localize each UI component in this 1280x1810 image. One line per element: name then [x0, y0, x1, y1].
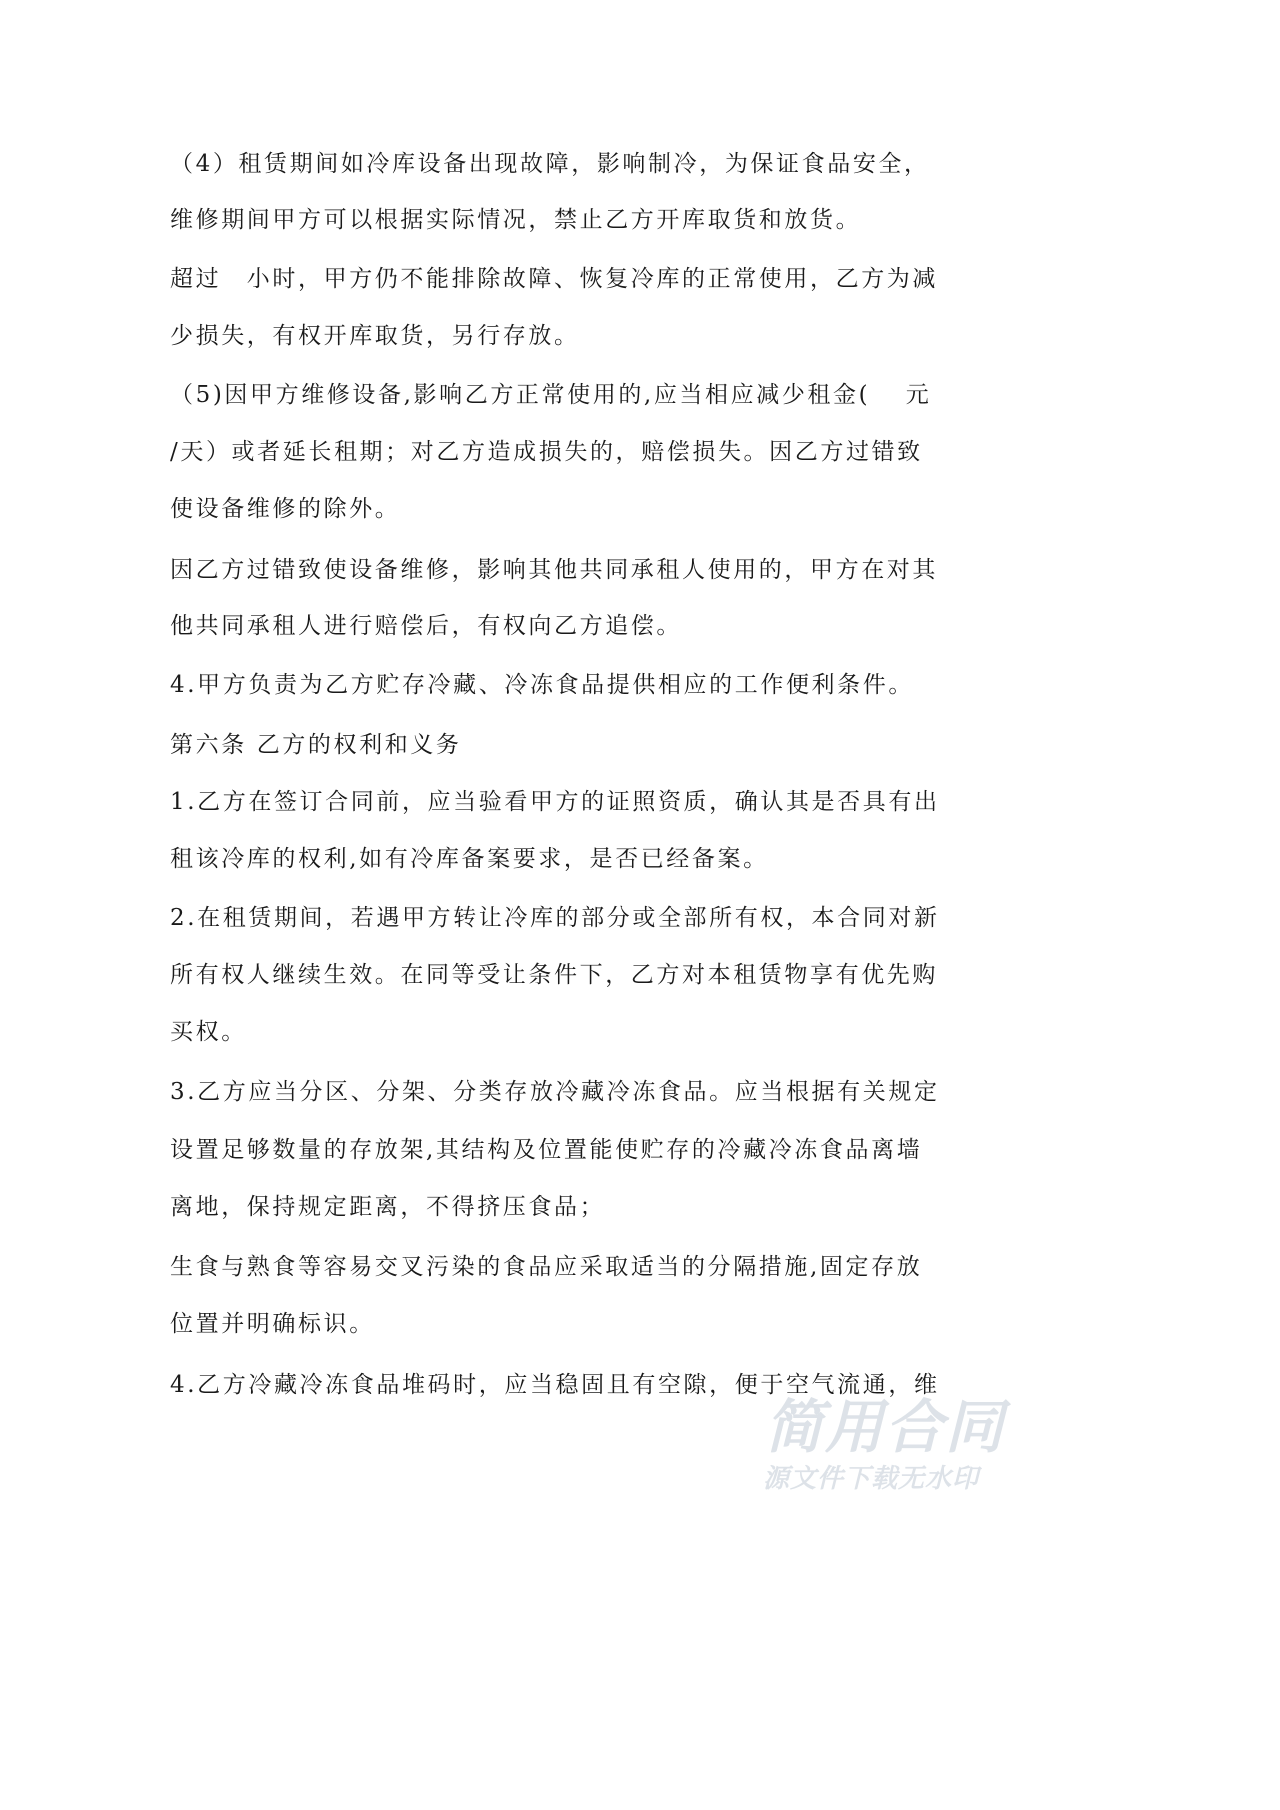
text-line: 使设备维修的除外。: [170, 496, 401, 522]
text-line: 因乙方过错致使设备维修，影响其他共同承租人使用的，甲方在对其: [170, 557, 938, 583]
text-line: 超过 小时，甲方仍不能排除故障、恢复冷库的正常使用，乙方为减: [170, 266, 938, 292]
watermark-title: 简用合同: [765, 1393, 1006, 1461]
watermark-subtitle: 源文件下载无水印: [763, 1464, 980, 1494]
text-line: 设置足够数量的存放架,其结构及位置能使贮存的冷藏冷冻食品离墙: [170, 1137, 923, 1163]
text-line: （5)因甲方维修设备,影响乙方正常使用的,应当相应减少租金( 元: [170, 382, 932, 408]
text-line: 租该冷库的权利,如有冷库备案要求，是否已经备案。: [170, 846, 769, 872]
text-line: 他共同承租人进行赔偿后，有权向乙方追偿。: [170, 613, 682, 639]
text-line: 少损失，有权开库取货，另行存放。: [170, 323, 580, 349]
text-line: /天）或者延长租期；对乙方造成损失的，赔偿损失。因乙方过错致: [170, 439, 923, 465]
text-line: 4.甲方负责为乙方贮存冷藏、冷冻食品提供相应的工作便利条件。: [170, 672, 914, 698]
text-line: 2.在租赁期间，若遇甲方转让冷库的部分或全部所有权，本合同对新: [170, 905, 940, 931]
text-line: 1.乙方在签订合同前，应当验看甲方的证照资质，确认其是否具有出: [170, 789, 940, 815]
text-line: 买权。: [170, 1019, 247, 1045]
text-line: 4.乙方冷藏冷冻食品堆码时，应当稳固且有空隙，便于空气流通，维: [170, 1372, 940, 1398]
section-heading: 第六条 乙方的权利和义务: [170, 732, 462, 758]
watermark: [735, 1380, 1065, 1510]
text-line: 维修期间甲方可以根据实际情况，禁止乙方开库取货和放货。: [170, 207, 862, 233]
text-line: 3.乙方应当分区、分架、分类存放冷藏冷冻食品。应当根据有关规定: [170, 1079, 940, 1105]
text-line: 离地，保持规定距离，不得挤压食品；: [170, 1194, 606, 1220]
text-line: 位置并明确标识。: [170, 1311, 375, 1337]
text-line: 所有权人继续生效。在同等受让条件下，乙方对本租赁物享有优先购: [170, 962, 938, 988]
text-line: 生食与熟食等容易交叉污染的食品应采取适当的分隔措施,固定存放: [170, 1254, 923, 1280]
text-line: （4）租赁期间如冷库设备出现故障，影响制冷，为保证食品安全，: [170, 151, 930, 177]
